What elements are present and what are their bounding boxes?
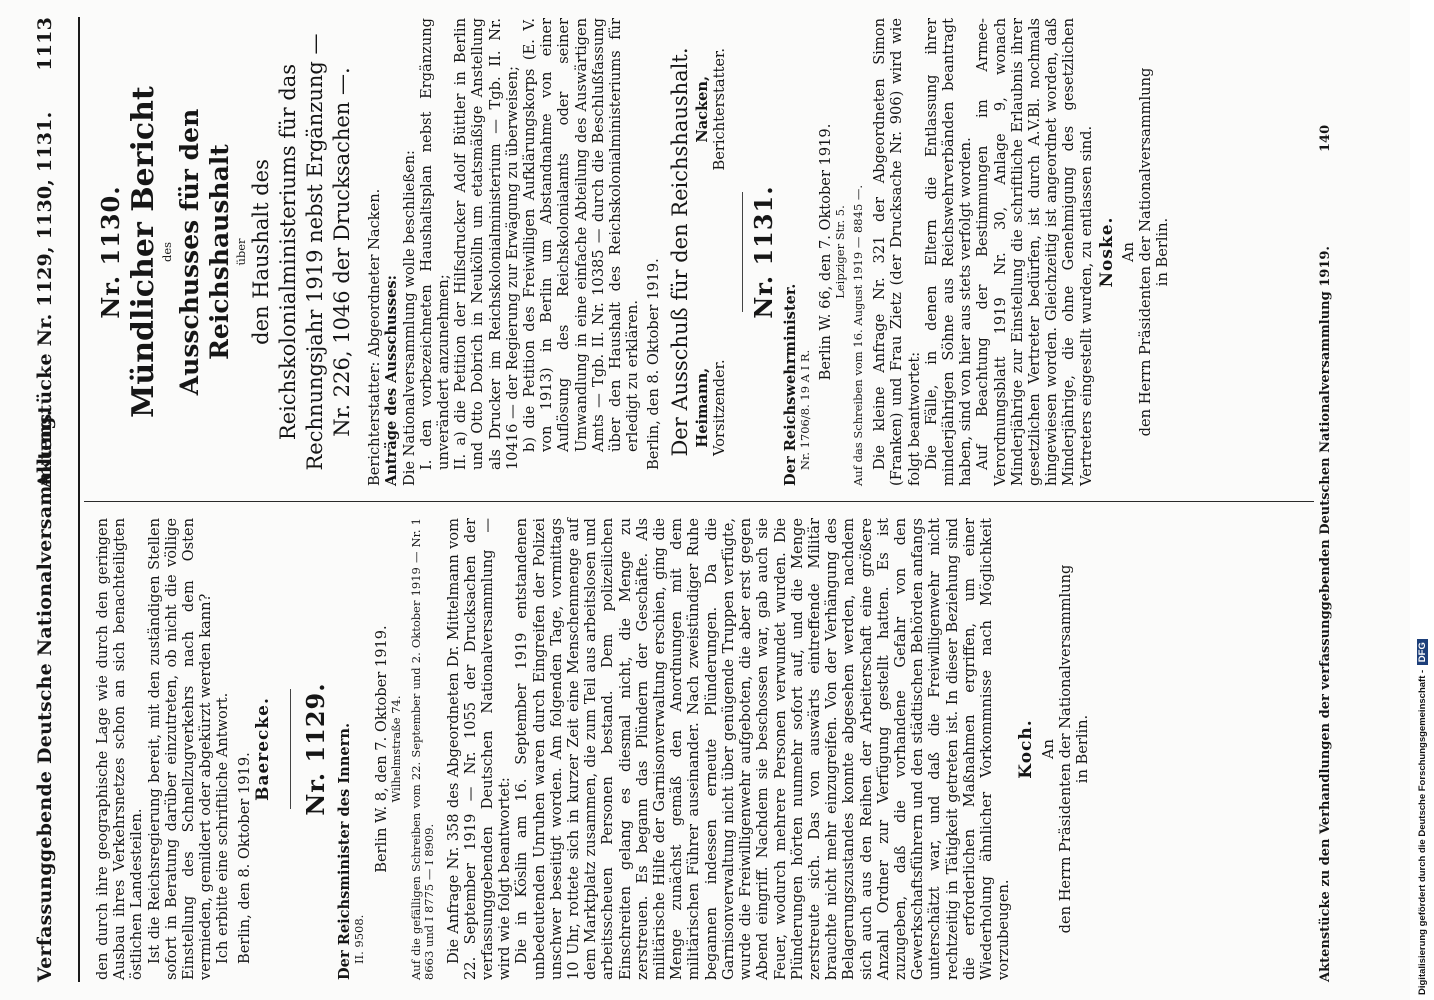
header-left: Verfassunggebende Deutsche Nationalversammlung. xyxy=(34,409,56,982)
address-line: den Herrn Präsidenten der Nationalversammlung xyxy=(1056,564,1074,934)
request-paragraph: Ich erbitte eine schriftliche Antwort. xyxy=(214,692,232,964)
date-line: Berlin, den 8. Oktober 1919. xyxy=(645,258,663,470)
answer-body: Auf Beachtung der Bestimmungen im Armee-Verordnungsblatt 1919 Nr. 30, Anlage 9, wonach Minderjährige zur Einstellung die schriftliche Erlaubnis ihrer gesetzlichen Vertreter bedürfen, ist durch A.V.Bl. nochmals hingewiesen worden. Gleichzeitig ist angeordnet worden, daß Minderjährige, die ohne Genehmigung des gesetzlichen Vertreters eingestellt wurden, zu entlassen sind. xyxy=(974,18,1095,486)
place-date: Berlin W. 66, den 7. Oktober 1919. xyxy=(816,123,834,381)
address-line: An xyxy=(1039,739,1057,759)
dfg-logo: DFG xyxy=(1417,639,1428,665)
column-rule xyxy=(84,501,1314,502)
committee-title: Ausschusses für den Reichshaushalt xyxy=(174,108,234,396)
signature: Noske. xyxy=(1096,216,1117,288)
street: Wilhelmstraße 74. xyxy=(389,695,404,803)
report-title: Mündlicher Bericht xyxy=(126,86,162,418)
place-date: Berlin W. 8, den 7. Oktober 1919. xyxy=(372,625,390,873)
answer-body: Die Fälle, in denen Eltern die Entlassung ihrer minderjährigen Söhne aus Reichswehrverbänden beantragt haben, sind von hier aus stets verfolgt worden. xyxy=(922,18,975,486)
chair-name: Heimann, xyxy=(693,367,711,448)
motion-item: II. a) die Petition der Hilfsdrucker Adolf Büttler in Berlin und Otto Dobrich in Neukölln um etatsmäßige Anstellung als Drucker im Reichskolonialministerium — Tgb. II. Nr. 10416 — der Regierung zur Erwägung zu überweisen; xyxy=(452,18,521,470)
reference-number: Nr. 1706/8. 19 A I R. xyxy=(798,349,813,470)
document-number: Nr. 1130. xyxy=(96,185,125,319)
page-number: 1113 xyxy=(34,17,56,71)
header-rule xyxy=(78,17,80,982)
resolution-intro: Die Nationalversammlung wolle beschließen: xyxy=(400,150,418,486)
reporter-line: Berichterstatter: Abgeordneter Nacken. xyxy=(366,188,384,486)
previous-correspondence: Auf die gefälligen Schreiben vom 22. September und 2. Oktober 1919 — Nr. 1 8663 und I 8775 — I 8909. xyxy=(408,518,437,980)
signature-number: 140 xyxy=(1318,124,1333,152)
report-subject: den Haushalt des Reichskolonialministeriums für das Rechnungsjahr 1919 nebst Ergänzung — Nr. 226, 1046 der Drucksachen —. xyxy=(249,33,355,471)
funding-text: Digitalisierung gefördert durch die Deutsche Forschungsgemeinschaft - xyxy=(1417,669,1428,995)
motion-item: b) die Petition des Freiwilligen Aufklärungskorps (E. V. von 1913) in Berlin um Abstandnahme von einer Auflösung des Reichskolonialamts oder seiner Umwandlung in eine einfache Abteilung des Auswärtigen Amts — Tgb. II. Nr. 10385 — durch die Beschlußfassung über den Haushalt des Reichskolonialministeriums für erledigt zu erklären. xyxy=(521,18,642,452)
committee-name: Der Ausschuß für den Reichshaushalt. xyxy=(667,47,692,457)
reporter-role: Berichterstatter. xyxy=(710,48,728,171)
answer-intro: Die Anfrage Nr. 358 des Abgeordneten Dr. Mittelmann vom 22. September 1919 — Nr. 1055 der Drucksachen der verfassunggebenden Deutschen Nationalversammlung — wird wie folgt beantwortet: xyxy=(444,518,514,980)
header-title: Aktenstücke Nr. 1129, 1130, 1131. xyxy=(34,111,56,489)
connector-word: des xyxy=(160,241,175,263)
separator-rule xyxy=(290,689,291,809)
address-line: den Herrn Präsidenten der Nationalversammlung xyxy=(1137,67,1155,437)
answer-intro: Die kleine Anfrage Nr. 321 der Abgeordneten Simon (Franken) und Frau Zietz (der Drucksache Nr. 906) wird wie folgt beantwortet: xyxy=(871,18,923,486)
right-column xyxy=(94,18,1172,486)
left-column xyxy=(94,518,1091,980)
document-number: Nr. 1131. xyxy=(749,185,779,319)
signatures-block xyxy=(694,18,728,486)
signature: Koch. xyxy=(1016,719,1037,779)
sender: Der Reichswehrminister. xyxy=(782,283,800,486)
address-line: in Berlin. xyxy=(1154,217,1172,287)
connector-word: über xyxy=(233,238,248,266)
chair-role: Vorsitzender. xyxy=(710,359,728,456)
page-footer: Aktenstücke zu den Verhandlungen der verfassunggebenden Deutschen Nationalversammlung 1919. xyxy=(1318,246,1333,982)
address-line: An xyxy=(1120,242,1138,262)
intro-paragraph: den durch ihre geographische Lage wie durch den geringen Ausbau ihres Verkehrsnetzes schon an sich benachteiligten östlichen Landesteilen. xyxy=(94,518,146,980)
question-paragraph: Ist die Reichsregierung bereit, mit den zuständigen Stellen sofort in Beratung darüber einzutreten, ob nicht die völlige Einstellung des Schnellzugverkehrs nach dem Osten vermieden, gemildert oder abgekürzt werden kann? xyxy=(145,518,215,980)
document-number: Nr. 1129. xyxy=(301,682,331,816)
previous-correspondence: Auf das Schreiben vom 16. August 1919 — 8845 —. xyxy=(850,184,865,486)
funding-note xyxy=(1417,5,1428,995)
reference-number: II. 9508. xyxy=(352,914,367,964)
signature: Baerecke. xyxy=(252,697,273,801)
street: Leipziger Str. 5. xyxy=(833,205,848,299)
sender: Der Reichsminister des Innern. xyxy=(336,722,354,980)
reporter-name: Nacken, xyxy=(693,75,711,143)
address-line: in Berlin. xyxy=(1073,714,1091,784)
date-line: Berlin, den 8. Oktober 1919. xyxy=(235,752,253,964)
separator-rule xyxy=(742,192,743,312)
answer-body: Die in Köslin am 16. September 1919 entstandenen unbedeutenden Unruhen waren durch Eingreifen der Polizei unschwer beseitigt worden. Am folgenden Tage, vormittags 10 Uhr, rottete sich in kurzer Zeit eine Menschenmenge auf dem Marktplatz zusammen, die zum Teil aus arbeitslosen und arbeitsscheuen Personen bestand. Dem polizeilichen Einschreiten gelang es diesmal nicht, die Menge zu zerstreuen. Es begann das Plündern der Geschäfte. Als militärische Hilfe der Garnisonverwaltung erschien, ging die Menge zunächst gemäß den Anordnungen mit dem militärischen Führer auseinander. Nach zweistündiger Ruhe begannen indessen erneute Plünderungen. Da die Garnisonverwaltung nicht über genügende Truppen verfügte, wurde die Freiwilligenwehr aufgeboten, die aber erst gegen Abend eingriff. Nachdem sie beschossen war, gab auch sie Feuer, wodurch mehrere Personen verwundet wurden. Die Plünderungen hörten nunmehr sofort auf, und die Menge zerstreute sich. Das von auswärts eintreffende Militär brauchte nicht mehr einzugreifen. Von der Verhängung des Belagerungszustandes konnte abgesehen werden, nachdem sich auch aus den Reihen der Arbeiterschaft eine größere Anzahl Ordner zur Verfügung gestellt hatten. Es ist zuzugeben, daß die vorhandene Gefahr von den Gewerkschaftsführern und den städtischen Behörden anfangs unterschätzt war, und daß die Freiwilligenwehr nicht rechtzeitig in Tätigkeit getreten ist. In dieser Beziehung sind die erforderlichen Maßnahmen ergriffen, um einer Wiederholung ähnlicher Vorkommnisse nach Möglichkeit vorzubeugen. xyxy=(513,518,1013,980)
motion-item: I. den vorbezeichneten Haushaltsplan nebst Ergänzung unverändert anzunehmen; xyxy=(417,18,453,470)
motions-heading: Anträge des Ausschusses: xyxy=(383,275,401,486)
